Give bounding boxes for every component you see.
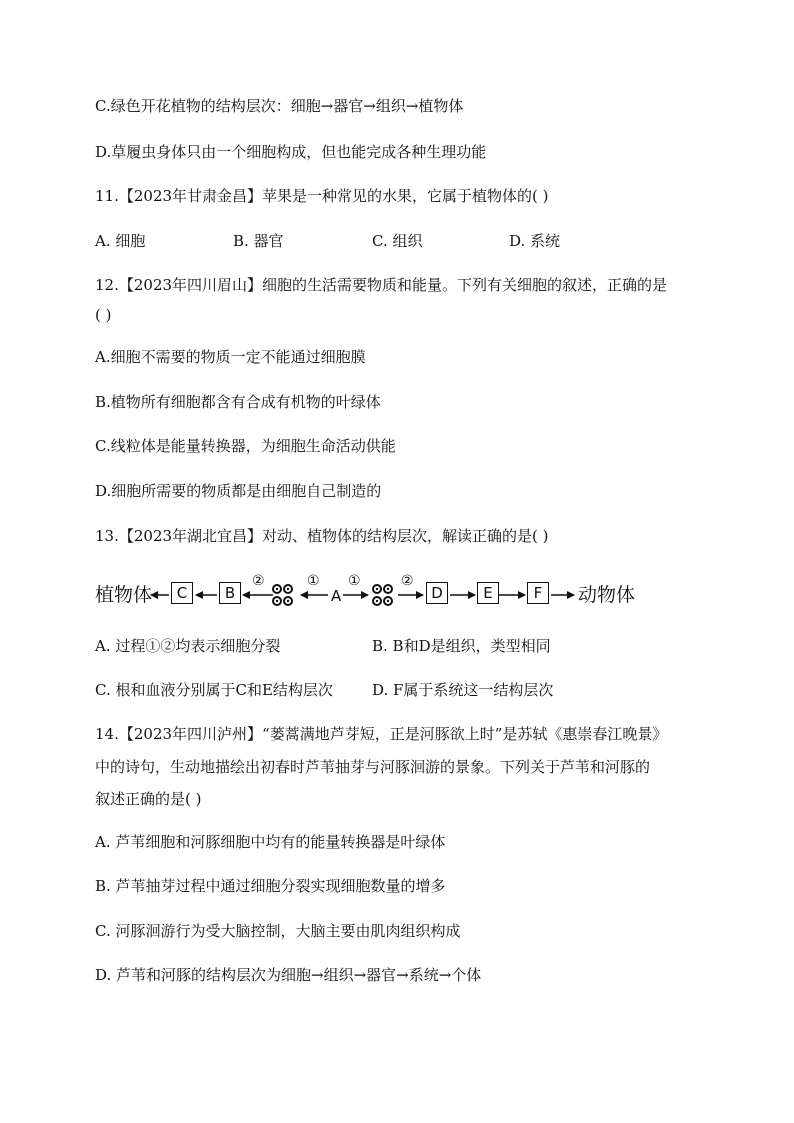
q11-option-d: D. 系统: [509, 232, 561, 250]
box-e: E: [477, 582, 499, 604]
q10-option-d: D.草履虫身体只由一个细胞构成，但也能完成各种生理功能: [95, 143, 487, 161]
label-a: A: [331, 587, 342, 605]
q14-stem-line2: 中的诗句，生动地描绘出初春时芦苇抽芽与河豚洄游的景象。下列关于芦苇和河豚的: [95, 758, 651, 776]
q11-option-a: A. 细胞: [95, 232, 146, 250]
q10-option-c: C.绿色开花植物的结构层次：细胞→器官→组织→植物体: [95, 97, 464, 115]
structure-hierarchy-diagram: [95, 573, 655, 616]
q12-option-a: A.细胞不需要的物质一定不能通过细胞膜: [95, 348, 366, 366]
q13-stem: 13.【2023年湖北宜昌】对动、植物体的结构层次，解读正确的是( ): [95, 527, 549, 545]
q12-stem-line1: 12.【2023年四川眉山】细胞的生活需要物质和能量。下列有关细胞的叙述，正确的是: [95, 276, 668, 294]
q12-option-d: D.细胞所需要的物质都是由细胞自己制造的: [95, 482, 382, 500]
q14-option-c: C. 河豚洄游行为受大脑控制，大脑主要由肌肉组织构成: [95, 922, 461, 940]
q11-stem: 11.【2023年甘肃金昌】苹果是一种常见的水果，它属于植物体的( ): [95, 187, 549, 205]
q13-option-a: A. 过程①②均表示细胞分裂: [95, 637, 281, 655]
q14-option-d: D. 芦苇和河豚的结构层次为细胞→组织→器官→系统→个体: [95, 966, 482, 984]
label-plant-body: 植物体: [95, 584, 153, 606]
cell-cluster-left: [273, 585, 292, 605]
q14-stem-line1: 14.【2023年四川泸州】“蒌蒿满地芦芽短，正是河豚欲上时”是苏轼《惠崇春江晚景》: [95, 725, 668, 743]
q12-stem-line2: ( ): [95, 306, 112, 324]
q13-options-row2: [95, 680, 735, 700]
box-b: B: [219, 582, 241, 604]
q13-options-row1: [95, 636, 735, 656]
q11-option-b: B. 器官: [233, 232, 284, 250]
cell-cluster-right: [373, 585, 392, 605]
marker-1-left: ①: [307, 573, 320, 589]
box-d: D: [426, 582, 448, 604]
q13-option-b: B. B和D是组织，类型相同: [372, 637, 551, 655]
box-c: C: [171, 582, 193, 604]
label-animal-body: 动物体: [578, 584, 636, 606]
q13-option-c: C. 根和血液分别属于C和E结构层次: [95, 681, 333, 699]
marker-1-right: ①: [348, 573, 361, 589]
q12-option-b: B.植物所有细胞都含有合成有机物的叶绿体: [95, 393, 381, 411]
q11-option-c: C. 组织: [372, 232, 423, 250]
marker-2-left: ②: [252, 573, 265, 589]
box-f: F: [527, 582, 549, 604]
q14-stem-line3: 叙述正确的是( ): [95, 790, 202, 808]
marker-2-right: ②: [401, 573, 414, 589]
q11-options: [95, 231, 735, 251]
q13-option-d: D. F属于系统这一结构层次: [372, 681, 554, 699]
q14-option-a: A. 芦苇细胞和河豚细胞中均有的能量转换器是叶绿体: [95, 833, 446, 851]
q12-option-c: C.线粒体是能量转换器，为细胞生命活动供能: [95, 437, 396, 455]
q14-option-b: B. 芦苇抽芽过程中通过细胞分裂实现细胞数量的增多: [95, 877, 446, 895]
